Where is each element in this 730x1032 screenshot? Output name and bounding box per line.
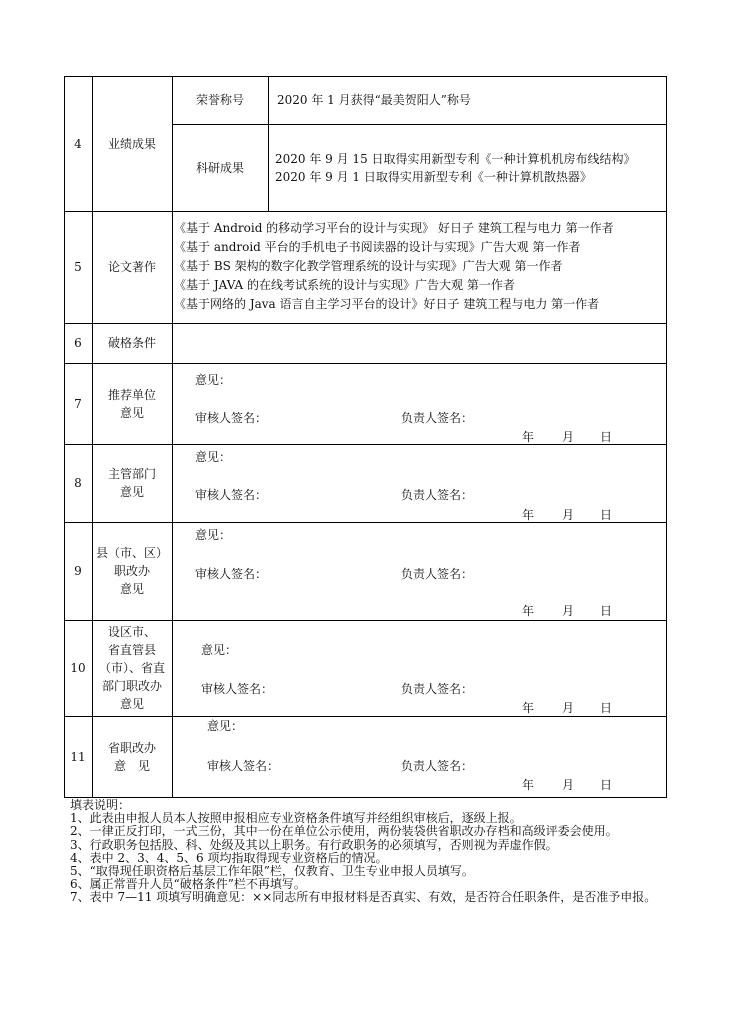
row11-opinion-label: 意见： [207, 719, 244, 733]
row10-title [92, 620, 172, 716]
row10-title-line-2: 省直管县 [107, 643, 156, 657]
row9-title-line-1: 县（市、区） [95, 546, 168, 560]
divider-sub [268, 76, 269, 211]
row7-title-line-1: 推荐单位 [107, 387, 156, 402]
note-2: 2、一律正反打印，一式三份，其中一份在单位公示使用，两份装袋供省职改办存档和高级评委会使用。 [70, 824, 618, 839]
border-right [666, 76, 667, 797]
row10-title-line-3: （市）、省直 [98, 661, 165, 675]
row10-day: 日 [600, 701, 613, 715]
note-1: 1、此表由申报人员本人按照申报相应专业资格条件填写并经组织审核后，逐级上报。 [70, 811, 522, 826]
row7-month: 月 [562, 430, 575, 444]
row8-title-line-1: 主管部门 [107, 467, 156, 481]
notes-heading: 填表说明： [70, 798, 131, 812]
row4-honor-value: 2020 年 1 月获得“最美贺阳人”称号 [277, 93, 471, 107]
row5-paper-4: 《基于 JAVA 的在线考试系统的设计与实现》广告大观 第一作者 [174, 278, 515, 292]
row8-num: 8 [74, 476, 82, 490]
row9-year: 年 [522, 604, 535, 618]
row9-title [92, 522, 172, 620]
row4-research-line-2: 2020 年 9 月 1 日取得实用新型专利《一种计算机散热器》 [275, 170, 592, 184]
note-6: 6、属正常晋升人员“破格条件”栏不再填写。 [70, 877, 306, 892]
row8-day: 日 [600, 508, 613, 522]
row11-month: 月 [562, 778, 575, 792]
row11-reviewer-label: 审核人签名： [207, 759, 280, 773]
row7-title-line-2: 意见 [119, 405, 144, 420]
row7-reviewer-label: 审核人签名： [195, 411, 268, 425]
row7-opinion-label: 意见： [195, 373, 232, 387]
row8-title [92, 444, 172, 522]
row8-month: 月 [562, 508, 575, 522]
border-bottom [64, 797, 667, 798]
row9-responsible-label: 负责人签名： [401, 567, 474, 581]
row4-num: 4 [74, 136, 82, 151]
row10-opinion-label: 意见： [201, 643, 238, 657]
row8-opinion-label: 意见： [195, 450, 232, 464]
row9-day: 日 [600, 604, 613, 618]
row11-title [92, 716, 172, 797]
row10-title-line-4: 部门职改办 [101, 679, 162, 693]
row4-research-label: 科研成果 [195, 160, 244, 175]
row5-paper-2: 《基于 android 平台的手机电子书阅读器的设计与实现》广告大观 第一作者 [174, 240, 581, 254]
row4-title: 业绩成果 [107, 136, 156, 151]
row7-year: 年 [522, 430, 535, 444]
row5-paper-5: 《基于网络的 Java 语言自主学习平台的设计》好日子 建筑工程与电力 第一作者 [174, 297, 600, 311]
filling-instructions [70, 799, 664, 905]
row7-responsible-label: 负责人签名： [401, 411, 474, 425]
row9-month: 月 [562, 604, 575, 618]
row11-day: 日 [600, 778, 613, 792]
row7-num: 7 [74, 396, 82, 411]
row8-title-line-2: 意见 [119, 485, 144, 499]
note-3: 3、行政职务包括股、科、处级及其以上职务。有行政职务的必须填写，否则视为弄虚作假。 [70, 837, 558, 852]
row5-paper-3: 《基于 BS 架构的数字化教学管理系统的设计与实现》广告大观 第一作者 [174, 259, 563, 273]
row9-title-line-3: 意见 [119, 582, 144, 596]
row7-title [92, 363, 172, 444]
note-4: 4、表中 2、3、4、5、6 项均指取得现专业资格后的情况。 [70, 850, 388, 865]
row5-num: 5 [74, 260, 82, 274]
row7-day: 日 [600, 430, 613, 444]
row10-num: 10 [70, 661, 86, 675]
row10-year: 年 [522, 701, 535, 715]
row10-reviewer-label: 审核人签名： [201, 682, 274, 696]
row5-paper-1: 《基于 Android 的移动学习平台的设计与实现》 好日子 建筑工程与电力 第一作者 [174, 221, 614, 235]
row9-title-line-2: 职改办 [113, 564, 150, 578]
row9-reviewer-label: 审核人签名： [195, 567, 268, 581]
row11-year: 年 [522, 778, 535, 792]
row8-responsible-label: 负责人签名： [401, 488, 474, 502]
row6-num: 6 [74, 336, 82, 350]
row9-opinion-label: 意见： [195, 528, 232, 542]
row8-reviewer-label: 审核人签名： [195, 488, 268, 502]
row11-title-line-1: 省职改办 [107, 740, 156, 755]
row11-num: 11 [70, 749, 86, 764]
row8-year: 年 [522, 508, 535, 522]
row11-responsible-label: 负责人签名： [401, 759, 474, 773]
row6-title: 破格条件 [107, 336, 156, 350]
row5-title: 论文著作 [107, 260, 156, 274]
note-5: 5、“取得现任职资格后基层工作年限”栏，仅教育、卫生专业申报人员填写。 [70, 864, 474, 879]
note-7: 7、表中 7—11 项填写明确意见：××同志所有申报材料是否真实、有效，是否符合任职条件，是否准予申报。 [70, 890, 657, 905]
row4-honor-label: 荣誉称号 [195, 93, 244, 107]
row10-responsible-label: 负责人签名： [401, 682, 474, 696]
row10-title-line-1: 设区市、 [107, 625, 156, 639]
row11-title-line-2: 意 见 [113, 758, 150, 773]
row10-month: 月 [562, 701, 575, 715]
row4-research-line-1: 2020 年 9 月 15 日取得实用新型专利《一种计算机机房布线结构》 [275, 152, 636, 166]
row9-num: 9 [74, 564, 82, 578]
row10-title-line-5: 意见 [119, 697, 144, 711]
